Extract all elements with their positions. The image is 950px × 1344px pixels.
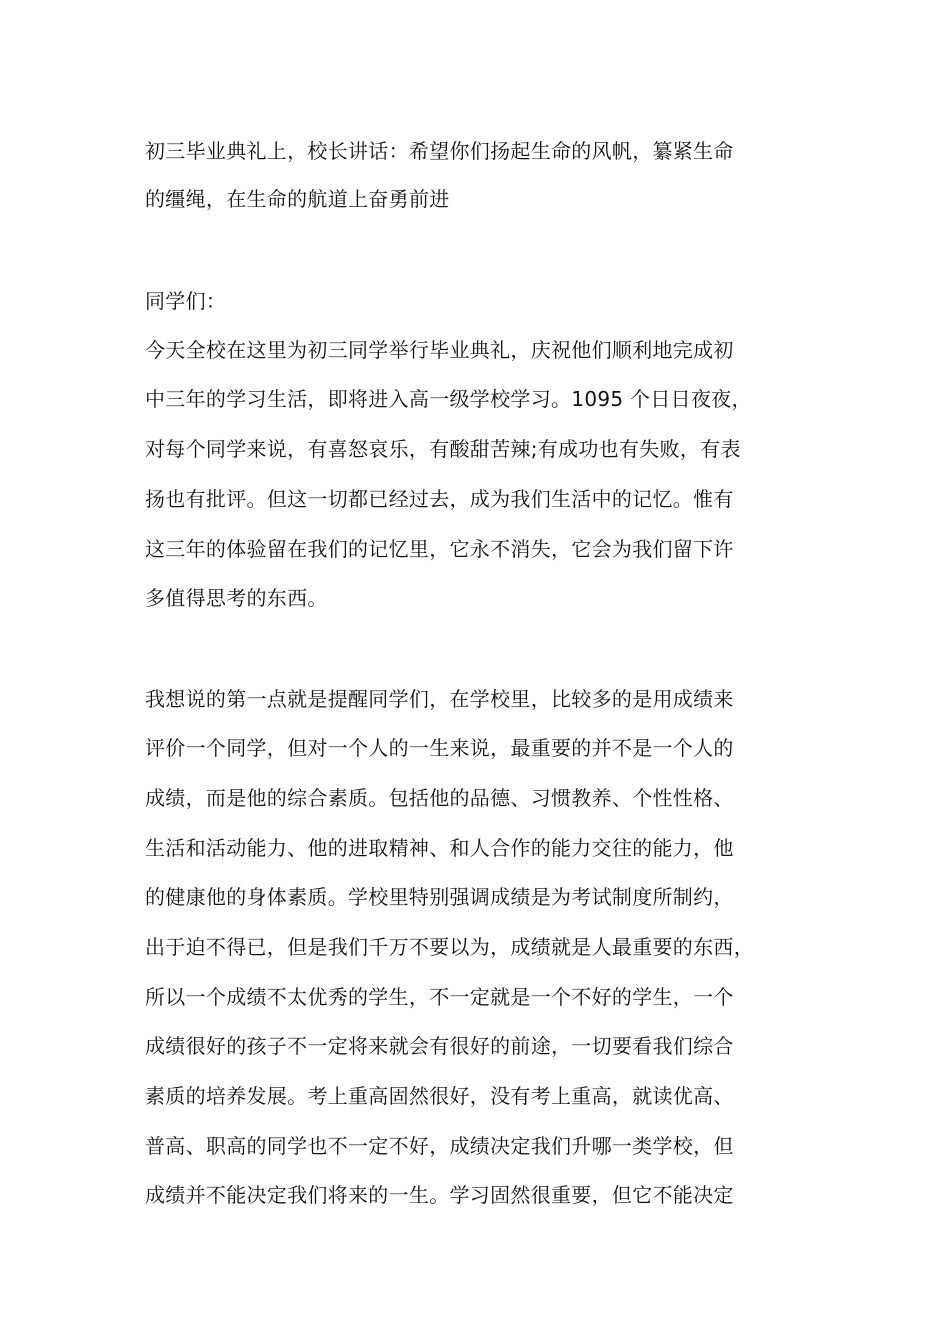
paragraph1-line-4: 扬也有批评。但这一切都已经过去，成为我们生活中的记忆。惟有 (145, 487, 734, 511)
paragraph2-line-1: 我想说的第一点就是提醒同学们，在学校里，比较多的是用成绩来 (145, 687, 734, 711)
paragraph2-line-9: 素质的培养发展。考上重高固然很好，没有考上重高，就读优高、 (145, 1084, 734, 1108)
paragraph2-line-2: 评价一个同学，但对一个人的一生来说，最重要的并不是一个人的 (145, 736, 734, 760)
paragraph2-line-10: 普高、职高的同学也不一定不好，成绩决定我们升哪一类学校，但 (145, 1134, 734, 1158)
paragraph1-line-1: 今天全校在这里为初三同学举行毕业典礼，庆祝他们顺利地完成初 (145, 338, 734, 362)
paragraph1-line-2: 中三年的学习生活，即将进入高一级学校学习。1095 个日日夜夜， (145, 387, 752, 411)
title-line-1: 初三毕业典礼上，校长讲话：希望你们扬起生命的风帆，纂紧生命 (145, 139, 734, 163)
paragraph2-line-7: 所以一个成绩不太优秀的学生，不一定就是一个不好的学生，一个 (145, 985, 734, 1009)
paragraph1-line-5: 这三年的体验留在我们的记忆里，它永不消失，它会为我们留下许 (145, 537, 734, 561)
paragraph2-line-5: 的健康他的身体素质。学校里特别强调成绩是为考试制度所制约， (145, 885, 734, 909)
title-line-2: 的缰绳，在生命的航道上奋勇前进 (145, 187, 450, 211)
paragraph2-line-3: 成绩，而是他的综合素质。包括他的品德、习惯教养、个性性格、 (145, 786, 734, 810)
paragraph1-line-3: 对每个同学来说，有喜怒哀乐，有酸甜苦辣;有成功也有失败，有表 (145, 437, 741, 461)
paragraph2-line-6: 出于迫不得已，但是我们千万不要以为，成绩就是人最重要的东西， (145, 935, 754, 959)
salutation: 同学们： (145, 289, 227, 313)
paragraph2-line-8: 成绩很好的孩子不一定将来就会有很好的前途，一切要看我们综合 (145, 1034, 734, 1058)
paragraph2-line-11: 成绩并不能决定我们将来的一生。学习固然很重要，但它不能决定 (145, 1183, 734, 1207)
paragraph2-line-4: 生活和活动能力、他的进取精神、和人合作的能力交往的能力，他 (145, 836, 734, 860)
paragraph1-line-6: 多值得思考的东西。 (145, 586, 328, 610)
